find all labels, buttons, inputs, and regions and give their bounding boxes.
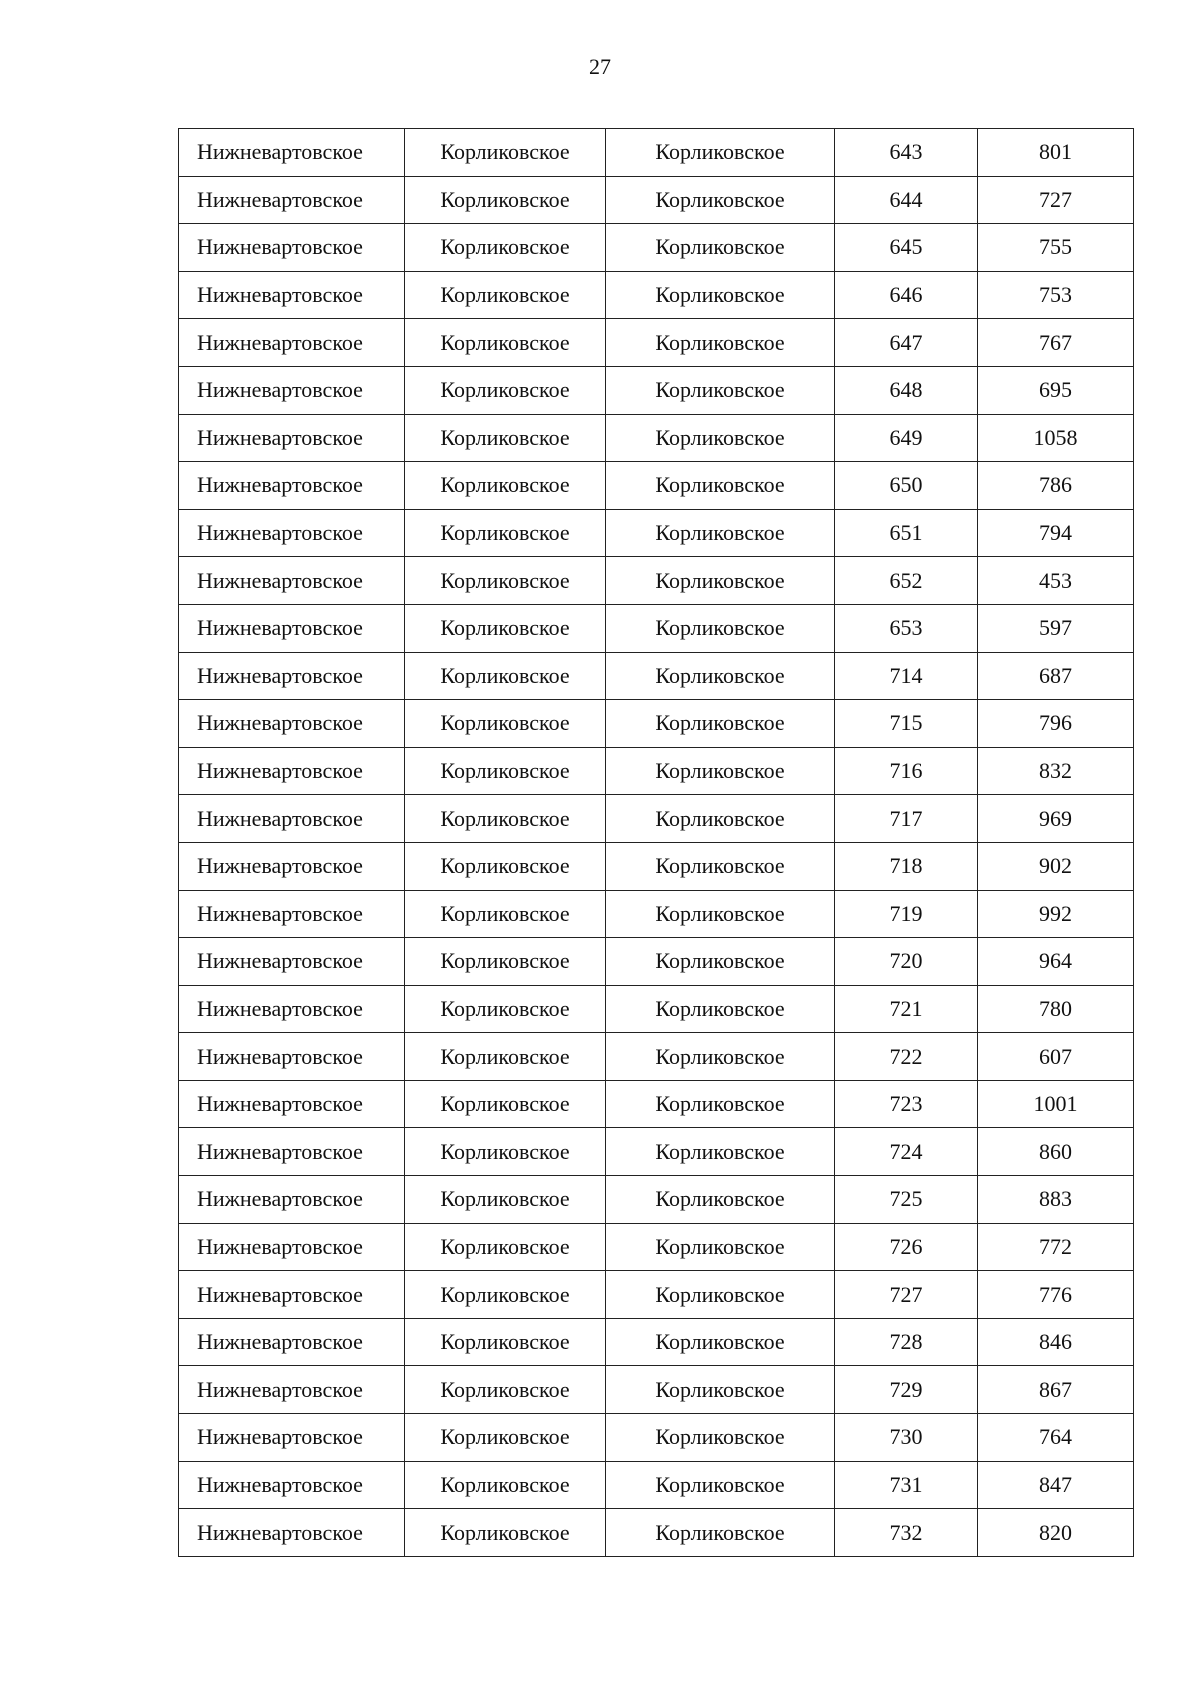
value-cell: 883 bbox=[978, 1176, 1134, 1224]
value-cell: 727 bbox=[978, 176, 1134, 224]
value-cell: 607 bbox=[978, 1033, 1134, 1081]
deposit-cell: Корликовское bbox=[606, 1033, 835, 1081]
table-row bbox=[179, 1271, 1134, 1319]
number-cell: 653 bbox=[835, 604, 978, 652]
field-cell: Корликовское bbox=[405, 1461, 606, 1509]
value-cell: 597 bbox=[978, 604, 1134, 652]
value-cell: 753 bbox=[978, 271, 1134, 319]
value-cell: 969 bbox=[978, 795, 1134, 843]
value-cell: 847 bbox=[978, 1461, 1134, 1509]
value-cell: 1001 bbox=[978, 1080, 1134, 1128]
number-cell: 652 bbox=[835, 557, 978, 605]
field-cell: Корликовское bbox=[405, 747, 606, 795]
table-row bbox=[179, 1318, 1134, 1366]
district-cell: Нижневартовское bbox=[179, 1223, 405, 1271]
field-cell: Корликовское bbox=[405, 1271, 606, 1319]
value-cell: 767 bbox=[978, 319, 1134, 367]
value-cell: 755 bbox=[978, 224, 1134, 272]
deposit-cell: Корликовское bbox=[606, 842, 835, 890]
deposit-cell: Корликовское bbox=[606, 1509, 835, 1557]
field-cell: Корликовское bbox=[405, 1318, 606, 1366]
deposit-cell: Корликовское bbox=[606, 129, 835, 177]
deposit-cell: Корликовское bbox=[606, 890, 835, 938]
number-cell: 726 bbox=[835, 1223, 978, 1271]
district-cell: Нижневартовское bbox=[179, 176, 405, 224]
deposit-cell: Корликовское bbox=[606, 176, 835, 224]
table-row bbox=[179, 604, 1134, 652]
table-row bbox=[179, 509, 1134, 557]
field-cell: Корликовское bbox=[405, 842, 606, 890]
table-row bbox=[179, 1176, 1134, 1224]
value-cell: 801 bbox=[978, 129, 1134, 177]
value-cell: 764 bbox=[978, 1414, 1134, 1462]
table-row bbox=[179, 224, 1134, 272]
deposit-cell: Корликовское bbox=[606, 319, 835, 367]
district-cell: Нижневартовское bbox=[179, 509, 405, 557]
district-cell: Нижневартовское bbox=[179, 271, 405, 319]
field-cell: Корликовское bbox=[405, 176, 606, 224]
number-cell: 645 bbox=[835, 224, 978, 272]
deposit-cell: Корликовское bbox=[606, 509, 835, 557]
table-row bbox=[179, 462, 1134, 510]
number-cell: 714 bbox=[835, 652, 978, 700]
number-cell: 644 bbox=[835, 176, 978, 224]
district-cell: Нижневартовское bbox=[179, 557, 405, 605]
field-cell: Корликовское bbox=[405, 938, 606, 986]
number-cell: 651 bbox=[835, 509, 978, 557]
table-row bbox=[179, 1366, 1134, 1414]
district-cell: Нижневартовское bbox=[179, 890, 405, 938]
district-cell: Нижневартовское bbox=[179, 1033, 405, 1081]
number-cell: 643 bbox=[835, 129, 978, 177]
number-cell: 647 bbox=[835, 319, 978, 367]
number-cell: 718 bbox=[835, 842, 978, 890]
district-cell: Нижневартовское bbox=[179, 938, 405, 986]
number-cell: 723 bbox=[835, 1080, 978, 1128]
district-cell: Нижневартовское bbox=[179, 1366, 405, 1414]
deposit-cell: Корликовское bbox=[606, 366, 835, 414]
field-cell: Корликовское bbox=[405, 271, 606, 319]
table-row bbox=[179, 271, 1134, 319]
field-cell: Корликовское bbox=[405, 1414, 606, 1462]
value-cell: 902 bbox=[978, 842, 1134, 890]
deposit-cell: Корликовское bbox=[606, 1080, 835, 1128]
number-cell: 721 bbox=[835, 985, 978, 1033]
district-cell: Нижневартовское bbox=[179, 1176, 405, 1224]
deposit-cell: Корликовское bbox=[606, 1318, 835, 1366]
district-cell: Нижневартовское bbox=[179, 366, 405, 414]
table-row bbox=[179, 938, 1134, 986]
field-cell: Корликовское bbox=[405, 509, 606, 557]
value-cell: 780 bbox=[978, 985, 1134, 1033]
value-cell: 820 bbox=[978, 1509, 1134, 1557]
value-cell: 786 bbox=[978, 462, 1134, 510]
deposit-cell: Корликовское bbox=[606, 1176, 835, 1224]
value-cell: 772 bbox=[978, 1223, 1134, 1271]
value-cell: 867 bbox=[978, 1366, 1134, 1414]
table-row bbox=[179, 1461, 1134, 1509]
value-cell: 695 bbox=[978, 366, 1134, 414]
district-cell: Нижневартовское bbox=[179, 1128, 405, 1176]
value-cell: 846 bbox=[978, 1318, 1134, 1366]
number-cell: 727 bbox=[835, 1271, 978, 1319]
field-cell: Корликовское bbox=[405, 1128, 606, 1176]
number-cell: 725 bbox=[835, 1176, 978, 1224]
deposit-cell: Корликовское bbox=[606, 795, 835, 843]
district-cell: Нижневартовское bbox=[179, 1509, 405, 1557]
field-cell: Корликовское bbox=[405, 462, 606, 510]
table-row bbox=[179, 129, 1134, 177]
district-cell: Нижневартовское bbox=[179, 652, 405, 700]
number-cell: 731 bbox=[835, 1461, 978, 1509]
field-cell: Корликовское bbox=[405, 1080, 606, 1128]
deposit-cell: Корликовское bbox=[606, 700, 835, 748]
table-body bbox=[179, 129, 1134, 1557]
table-row bbox=[179, 1080, 1134, 1128]
deposit-cell: Корликовское bbox=[606, 604, 835, 652]
table-row bbox=[179, 414, 1134, 462]
deposit-cell: Корликовское bbox=[606, 271, 835, 319]
number-cell: 649 bbox=[835, 414, 978, 462]
table-row bbox=[179, 1223, 1134, 1271]
field-cell: Корликовское bbox=[405, 319, 606, 367]
table-row bbox=[179, 842, 1134, 890]
value-cell: 1058 bbox=[978, 414, 1134, 462]
data-table bbox=[178, 128, 1134, 1557]
district-cell: Нижневартовское bbox=[179, 1080, 405, 1128]
table-row bbox=[179, 890, 1134, 938]
number-cell: 648 bbox=[835, 366, 978, 414]
number-cell: 724 bbox=[835, 1128, 978, 1176]
table-row bbox=[179, 795, 1134, 843]
number-cell: 729 bbox=[835, 1366, 978, 1414]
field-cell: Корликовское bbox=[405, 1223, 606, 1271]
district-cell: Нижневартовское bbox=[179, 1414, 405, 1462]
district-cell: Нижневартовское bbox=[179, 604, 405, 652]
number-cell: 719 bbox=[835, 890, 978, 938]
table-row bbox=[179, 319, 1134, 367]
deposit-cell: Корликовское bbox=[606, 652, 835, 700]
district-cell: Нижневартовское bbox=[179, 842, 405, 890]
field-cell: Корликовское bbox=[405, 652, 606, 700]
district-cell: Нижневартовское bbox=[179, 1318, 405, 1366]
page-number: 27 bbox=[589, 54, 611, 79]
field-cell: Корликовское bbox=[405, 1509, 606, 1557]
district-cell: Нижневартовское bbox=[179, 224, 405, 272]
number-cell: 646 bbox=[835, 271, 978, 319]
value-cell: 796 bbox=[978, 700, 1134, 748]
field-cell: Корликовское bbox=[405, 557, 606, 605]
deposit-cell: Корликовское bbox=[606, 1461, 835, 1509]
number-cell: 728 bbox=[835, 1318, 978, 1366]
deposit-cell: Корликовское bbox=[606, 985, 835, 1033]
value-cell: 453 bbox=[978, 557, 1134, 605]
district-cell: Нижневартовское bbox=[179, 1271, 405, 1319]
table-row bbox=[179, 557, 1134, 605]
value-cell: 794 bbox=[978, 509, 1134, 557]
number-cell: 650 bbox=[835, 462, 978, 510]
number-cell: 730 bbox=[835, 1414, 978, 1462]
number-cell: 717 bbox=[835, 795, 978, 843]
deposit-cell: Корликовское bbox=[606, 1223, 835, 1271]
district-cell: Нижневартовское bbox=[179, 747, 405, 795]
deposit-cell: Корликовское bbox=[606, 1128, 835, 1176]
deposit-cell: Корликовское bbox=[606, 1414, 835, 1462]
field-cell: Корликовское bbox=[405, 890, 606, 938]
field-cell: Корликовское bbox=[405, 985, 606, 1033]
table-row bbox=[179, 1033, 1134, 1081]
table-row bbox=[179, 652, 1134, 700]
deposit-cell: Корликовское bbox=[606, 414, 835, 462]
number-cell: 716 bbox=[835, 747, 978, 795]
number-cell: 722 bbox=[835, 1033, 978, 1081]
value-cell: 964 bbox=[978, 938, 1134, 986]
value-cell: 992 bbox=[978, 890, 1134, 938]
field-cell: Корликовское bbox=[405, 1366, 606, 1414]
table-row bbox=[179, 1414, 1134, 1462]
deposit-cell: Корликовское bbox=[606, 1366, 835, 1414]
value-cell: 776 bbox=[978, 1271, 1134, 1319]
table-row bbox=[179, 366, 1134, 414]
field-cell: Корликовское bbox=[405, 1033, 606, 1081]
district-cell: Нижневартовское bbox=[179, 700, 405, 748]
district-cell: Нижневартовское bbox=[179, 319, 405, 367]
district-cell: Нижневартовское bbox=[179, 462, 405, 510]
table-row bbox=[179, 1128, 1134, 1176]
table-row bbox=[179, 747, 1134, 795]
field-cell: Корликовское bbox=[405, 604, 606, 652]
district-cell: Нижневартовское bbox=[179, 985, 405, 1033]
deposit-cell: Корликовское bbox=[606, 462, 835, 510]
field-cell: Корликовское bbox=[405, 795, 606, 843]
field-cell: Корликовское bbox=[405, 700, 606, 748]
field-cell: Корликовское bbox=[405, 224, 606, 272]
deposit-cell: Корликовское bbox=[606, 938, 835, 986]
table-row bbox=[179, 176, 1134, 224]
value-cell: 832 bbox=[978, 747, 1134, 795]
table-row bbox=[179, 700, 1134, 748]
value-cell: 687 bbox=[978, 652, 1134, 700]
number-cell: 715 bbox=[835, 700, 978, 748]
number-cell: 720 bbox=[835, 938, 978, 986]
field-cell: Корликовское bbox=[405, 366, 606, 414]
deposit-cell: Корликовское bbox=[606, 557, 835, 605]
district-cell: Нижневартовское bbox=[179, 1461, 405, 1509]
value-cell: 860 bbox=[978, 1128, 1134, 1176]
deposit-cell: Корликовское bbox=[606, 1271, 835, 1319]
field-cell: Корликовское bbox=[405, 1176, 606, 1224]
field-cell: Корликовское bbox=[405, 129, 606, 177]
field-cell: Корликовское bbox=[405, 414, 606, 462]
district-cell: Нижневартовское bbox=[179, 795, 405, 843]
number-cell: 732 bbox=[835, 1509, 978, 1557]
table-row bbox=[179, 985, 1134, 1033]
district-cell: Нижневартовское bbox=[179, 129, 405, 177]
deposit-cell: Корликовское bbox=[606, 224, 835, 272]
district-cell: Нижневартовское bbox=[179, 414, 405, 462]
table-row bbox=[179, 1509, 1134, 1557]
deposit-cell: Корликовское bbox=[606, 747, 835, 795]
